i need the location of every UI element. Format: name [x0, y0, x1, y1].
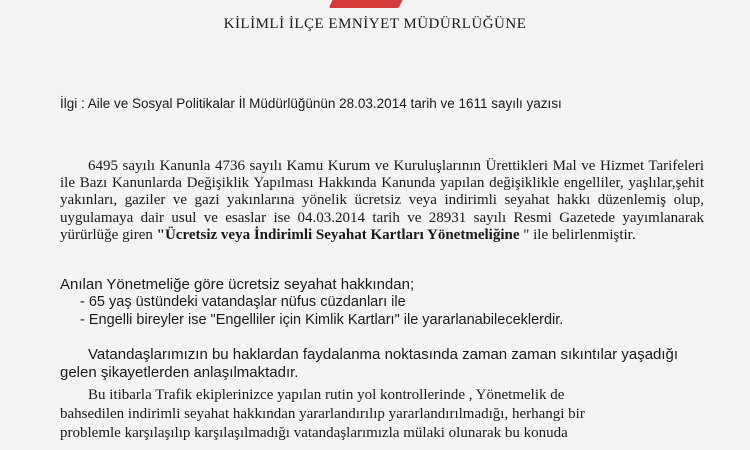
- regulation-intro: Anılan Yönetmeliğe göre ücretsiz seyahat hakkından;: [60, 276, 415, 293]
- paragraph-2-line: gelen şikayetlerden anlaşılmaktadır.: [60, 364, 299, 381]
- regulation-name: "Ücretsiz veya İndirimli Seyahat Kartları Yönetmeliğine: [156, 226, 520, 243]
- paragraph-3-line: Bu itibarla Trafik ekiplerinizce yapılan rutin yol kontrollerinde , Yönetmelik de: [88, 387, 565, 403]
- paragraph-2: [60, 346, 704, 382]
- paragraph-1-tail: " ile belirlenmiştir.: [519, 226, 636, 243]
- red-letterhead-mark: [329, 0, 406, 8]
- addressee-title: KİLİMLİ İLÇE EMNİYET MÜDÜRLÜĞÜNE: [223, 16, 527, 32]
- paragraph-3: [60, 386, 710, 443]
- paragraph-3-line: bahsedilen indirimli seyahat hakkından yararlandırılıp yararlandırılmadığı, herhangi bir: [60, 406, 585, 422]
- paragraph-1-text: 6495 sayılı Kanunla 4736 sayılı Kamu Kurum ve Kuruluşlarının Ürettikleri Mal ve Hizmet Tarifeleri ile Bazı Kanunlarda Değişiklik Yapılması Hakkında Kanunda yapılan değişiklikle engelliler, yaşlılar,şehit yakınları, gaziler ve gazi yakınlarına yönelik ücretsiz veya indirimli seyahat hakkı düzenlemiş olup, uygulamaya dair usul ve esaslar ise 04.03.2014 tarih ve 28931 sayılı Resmi Gazetede yayımlanarak yürürlüğe giren: [60, 158, 704, 243]
- bullet-item: - Engelli bireyler ise "Engelliler için Kimlik Kartları" ile yararlanabileceklerdir.: [80, 312, 564, 328]
- paragraph-2-line: Vatandaşlarımızın bu haklardan faydalanma noktasında zaman zaman sıkıntılar yaşadığı: [88, 346, 679, 363]
- paragraph-1: [60, 158, 704, 244]
- bullet-item: - 65 yaş üstündeki vatandaşlar nüfus cüzdanları ile: [80, 294, 406, 310]
- paragraph-3-line: problemle karşılaşılıp karşılaşılmadığı vatandaşlarımızla mülaki olunarak bu konuda: [60, 425, 568, 441]
- reference-line: İlgi : Aile ve Sosyal Politikalar İl Müdürlüğünün 28.03.2014 tarih ve 1611 sayılı yazısı: [60, 96, 562, 111]
